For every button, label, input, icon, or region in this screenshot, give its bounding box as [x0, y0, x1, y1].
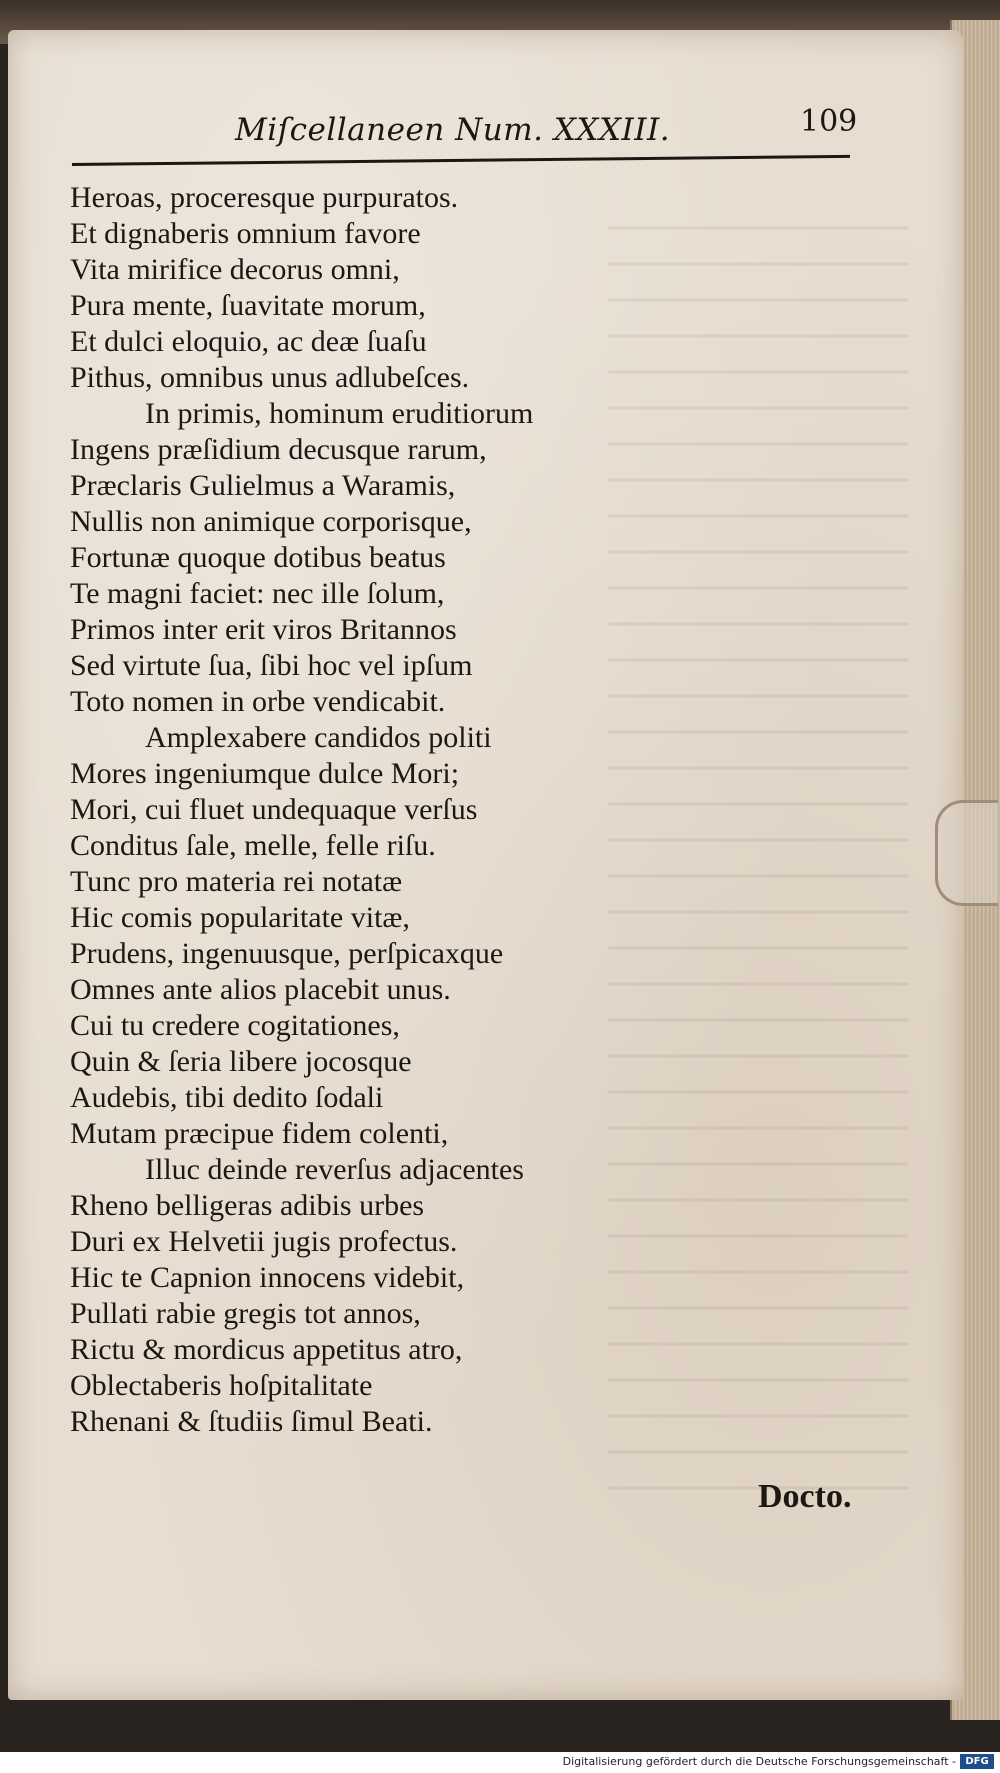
poem-text: [70, 180, 670, 1440]
text-line: Heroas, proceresque purpuratos.: [70, 181, 459, 214]
text-line: Duri ex Helvetii jugis profectus.: [70, 1225, 458, 1258]
text-line: Quin & ſeria libere jocosque: [70, 1045, 412, 1078]
text-line: Et dulci eloquio, ac deæ ſuaſu: [70, 325, 427, 358]
text-line: Audebis, tibi dedito ſodali: [70, 1081, 384, 1114]
text-line: Amplexabere candidos politi: [145, 721, 492, 754]
text-line: Hic comis popularitate vitæ,: [70, 901, 410, 934]
text-line: Cui tu credere cogitationes,: [70, 1009, 400, 1042]
text-line: Hic te Capnion innocens videbit,: [70, 1261, 465, 1294]
page-number: 109: [800, 104, 858, 139]
text-line: Primos inter erit viros Britannos: [70, 613, 457, 646]
catchword: Docto.: [758, 1478, 852, 1515]
text-line: Toto nomen in orbe vendicabit.: [70, 685, 446, 718]
text-line: Præclaris Gulielmus a Waramis,: [70, 469, 456, 502]
text-line: Oblectaberis hoſpitalitate: [70, 1369, 373, 1402]
text-line: Fortunæ quoque dotibus beatus: [70, 541, 446, 574]
text-line: Ingens præſidium decusque rarum,: [70, 433, 487, 466]
page-clip: [935, 800, 998, 906]
text-line: Mutam præcipue fidem colenti,: [70, 1117, 449, 1150]
text-line: Pura mente, ſuavitate morum,: [70, 289, 426, 322]
text-line: Sed virtute ſua, ſibi hoc vel ipſum: [70, 649, 473, 682]
text-line: Pithus, omnibus unus adlubeſces.: [70, 361, 470, 394]
text-line: Conditus ſale, melle, felle riſu.: [70, 829, 436, 862]
running-head: Miſcellaneen Num. XXXIII.: [235, 112, 671, 148]
text-line: Et dignaberis omnium favore: [70, 217, 421, 250]
text-line: Omnes ante alios placebit unus.: [70, 973, 451, 1006]
dfg-logo: DFG: [960, 1754, 994, 1769]
text-line: Nullis non animique corporisque,: [70, 505, 472, 538]
text-line: Rhenani & ſtudiis ſimul Beati.: [70, 1405, 433, 1438]
text-line: Vita mirifice decorus omni,: [70, 253, 400, 286]
text-line: Te magni faciet: nec ille ſolum,: [70, 577, 445, 610]
funding-note: Digitalisierung gefördert durch die Deutsche Forschungsgemeinschaft -: [562, 1755, 956, 1768]
text-line: Rheno belligeras adibis urbes: [70, 1189, 425, 1222]
text-line: Illuc deinde reverſus adjacentes: [145, 1153, 524, 1186]
text-line: Pullati rabie gregis tot annos,: [70, 1297, 421, 1330]
text-line: Prudens, ingenuusque, perſpicaxque: [70, 937, 504, 970]
text-line: Mores ingeniumque dulce Mori;: [70, 757, 460, 790]
text-line: Rictu & mordicus appetitus atro,: [70, 1333, 463, 1366]
text-line: Mori, cui fluet undequaque verſus: [70, 793, 478, 826]
text-line: Tunc pro materia rei notatæ: [70, 865, 403, 898]
text-line: In primis, hominum eruditiorum: [145, 397, 534, 430]
